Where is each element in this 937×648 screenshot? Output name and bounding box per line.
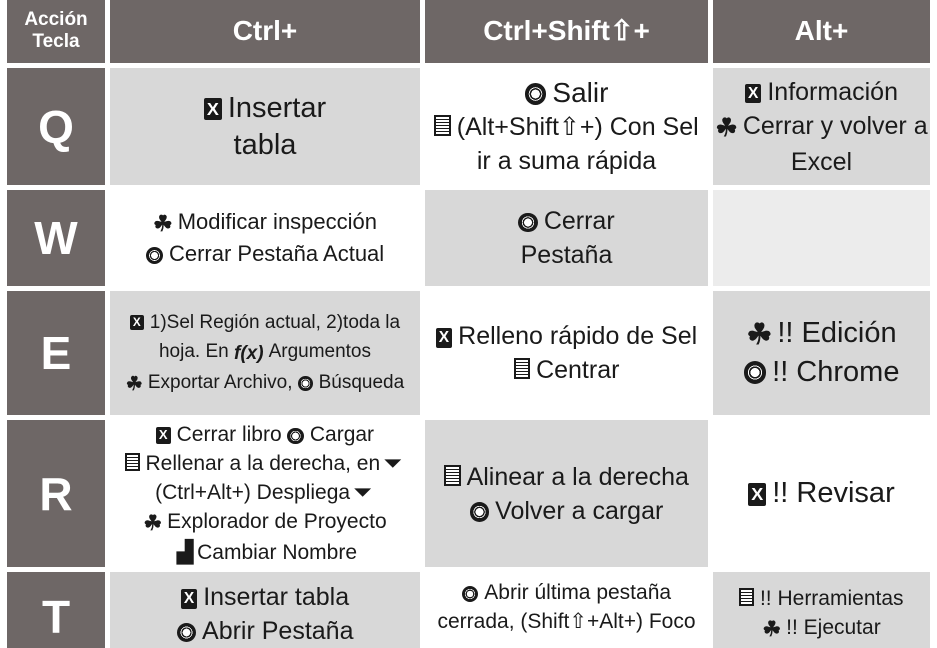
- chrome-icon: [298, 376, 313, 391]
- excel-icon: X: [156, 427, 171, 444]
- document-icon: [444, 465, 461, 486]
- key-t: T: [7, 572, 105, 648]
- key-r: R: [7, 420, 105, 567]
- filter-icon: ⏷: [354, 481, 371, 504]
- chart-icon: ▟: [176, 541, 194, 564]
- chrome-icon: [744, 361, 767, 384]
- row-t: [7, 572, 930, 648]
- chrome-icon: [525, 83, 547, 105]
- chrome-icon: [146, 247, 163, 264]
- corner-action-label: Acción: [24, 9, 88, 30]
- chrome-icon: [518, 213, 538, 233]
- document-icon: [514, 358, 531, 379]
- access-icon: ☘: [762, 618, 782, 641]
- row-q: [7, 68, 930, 185]
- cell-t-ctrl: X Insertar tabla Abrir Pestaña: [110, 572, 420, 648]
- cell-t-alt: !! Herramientas ☘ !! Ejecutar: [713, 572, 930, 648]
- row-w: [7, 190, 930, 286]
- document-icon: [125, 453, 140, 471]
- corner-key-label: Tecla: [32, 31, 80, 52]
- excel-icon: X: [181, 589, 197, 609]
- excel-icon: X: [748, 483, 766, 506]
- header-alt: Alt+: [713, 0, 930, 63]
- chrome-icon: [177, 623, 197, 643]
- access-icon: ☘: [152, 211, 173, 236]
- access-icon: ☘: [715, 113, 738, 142]
- cell-e-alt: ☘ !! Edición !! Chrome: [713, 291, 930, 415]
- header-ctrl-shift: Ctrl+Shift⇧+: [425, 0, 708, 63]
- cell-w-alt-empty: [713, 190, 930, 286]
- function-icon: f(x): [234, 342, 264, 364]
- cell-r-ctrl-shift: Alinear a la derecha Volver a cargar: [425, 420, 708, 567]
- key-e: E: [7, 291, 105, 415]
- row-r: [7, 420, 930, 567]
- key-w: W: [7, 190, 105, 286]
- header-ctrl: Ctrl+: [110, 0, 420, 63]
- chrome-icon: [470, 502, 490, 522]
- excel-icon: X: [130, 315, 144, 331]
- cell-q-alt: X Información ☘ Cerrar y volver a Excel: [713, 68, 930, 185]
- header-row: [7, 0, 930, 63]
- cell-e-ctrl: X 1)Sel Región actual, 2)toda la hoja. En f(x) Argumentos ☘ Exportar Archivo, Búsqueda: [110, 291, 420, 415]
- cell-e-ctrl-shift: X Relleno rápido de Sel Centrar: [425, 291, 708, 415]
- excel-icon: X: [204, 98, 222, 121]
- filter-icon: ⏷: [384, 452, 401, 475]
- shortcut-table: [2, 0, 935, 648]
- document-icon: [739, 588, 754, 606]
- cell-q-ctrl: X Insertar tabla: [110, 68, 420, 185]
- access-icon: ☘: [746, 319, 773, 351]
- document-icon: [434, 115, 451, 136]
- cell-r-ctrl: X Cerrar libro Cargar Rellenar a la derecha, en ⏷ (Ctrl+Alt+) Despliega ⏷ ☘ Explorador de Proyecto ▟ Cambiar Nombre: [110, 420, 420, 567]
- corner-header: [7, 0, 105, 63]
- cell-w-ctrl-shift: Cerrar Pestaña: [425, 190, 708, 286]
- excel-icon: X: [436, 328, 452, 348]
- access-icon: ☘: [143, 512, 163, 535]
- excel-icon: X: [745, 84, 761, 104]
- row-e: [7, 291, 930, 415]
- cell-w-ctrl: ☘ Modificar inspección Cerrar Pestaña Actual: [110, 190, 420, 286]
- key-q: Q: [7, 68, 105, 185]
- chrome-icon: [287, 428, 303, 444]
- cell-r-alt: X !! Revisar: [713, 420, 930, 567]
- chrome-icon: [462, 586, 478, 602]
- cell-q-ctrl-shift: Salir (Alt+Shift⇧+) Con Sel ir a suma rápida: [425, 68, 708, 185]
- cell-t-ctrl-shift: Abrir última pestaña cerrada, (Shift⇧+Alt+) Foco: [425, 572, 708, 648]
- access-icon: ☘: [125, 373, 143, 395]
